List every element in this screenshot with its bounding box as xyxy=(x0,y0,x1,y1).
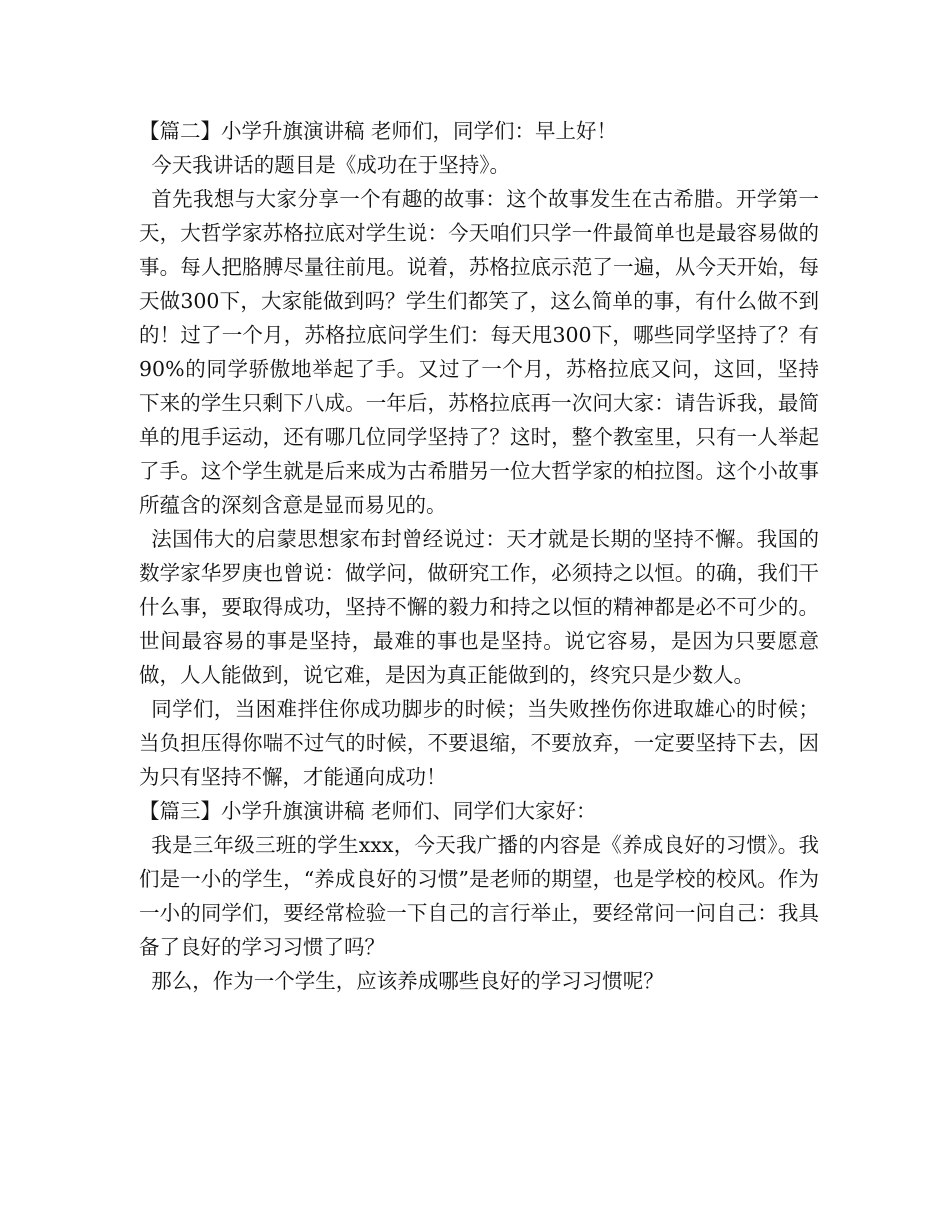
paragraph-topic: 今天我讲话的题目是《成功在于坚持》。 xyxy=(151,153,511,177)
paragraph-question: 那么，作为一个学生，应该养成哪些良好的学习习惯呢？ xyxy=(151,969,664,993)
paragraph-heading-part3: 【篇三】小学升旗演讲稿 老师们、同学们大家好： xyxy=(139,799,597,823)
paragraph-good-habits: 我是三年级三班的学生xxx，今天我广播的内容是《养成良好的习惯》。我们是一小的学生，“养成良好的习惯”是老师的期望，也是学校的校风。作为一小的同学们，要经常检验一下自己的言行举止，要经常问一问自己：我具备了良好的学习习惯了吗？ xyxy=(139,833,819,959)
paragraph-heading-part2: 【篇二】小学升旗演讲稿 老师们，同学们：早上好！ xyxy=(139,119,618,143)
paragraph-socrates-story: 首先我想与大家分享一个有趣的故事：这个故事发生在古希腊。开学第一天，大哲学家苏格拉底对学生说：今天咱们只学一件最简单也是最容易做的事。每人把胳膊尽量往前甩。说着，苏格拉底示范了一遍，从今天开始，每天做300下，大家能做到吗？学生们都笑了，这么简单的事，有什么做不到的！过了一个月，苏格拉底问学生们：每天甩300下，哪些同学坚持了？有90%的同学骄傲地举起了手。又过了一个月，苏格拉底又问，这回，坚持下来的学生只剩下八成。一年后，苏格拉底再一次问大家：请告诉我，最简单的甩手运动，还有哪几位同学坚持了？这时，整个教室里，只有一人举起了手。这个学生就是后来成为古希腊另一位大哲学家的柏拉图。这个小故事所蕴含的深刻含意是显而易见的。 xyxy=(139,187,819,517)
paragraph-perseverance-quotes: 法国伟大的启蒙思想家布封曾经说过：天才就是长期的坚持不懈。我国的数学家华罗庚也曾说：做学问，做研究工作，必须持之以恒。的确，我们干什么事，要取得成功，坚持不懈的毅力和持之以恒的精神都是必不可少的。世间最容易的事是坚持，最难的事也是坚持。说它容易，是因为只要愿意做，人人能做到，说它难，是因为真正能做到的，终究只是少数人。 xyxy=(139,527,819,687)
paragraph-encouragement: 同学们，当困难拌住你成功脚步的时候；当失败挫伤你进取雄心的时候；当负担压得你喘不过气的时候，不要退缩，不要放弃，一定要坚持下去，因为只有坚持不懈，才能通向成功！ xyxy=(139,697,819,789)
document-body xyxy=(139,114,819,998)
